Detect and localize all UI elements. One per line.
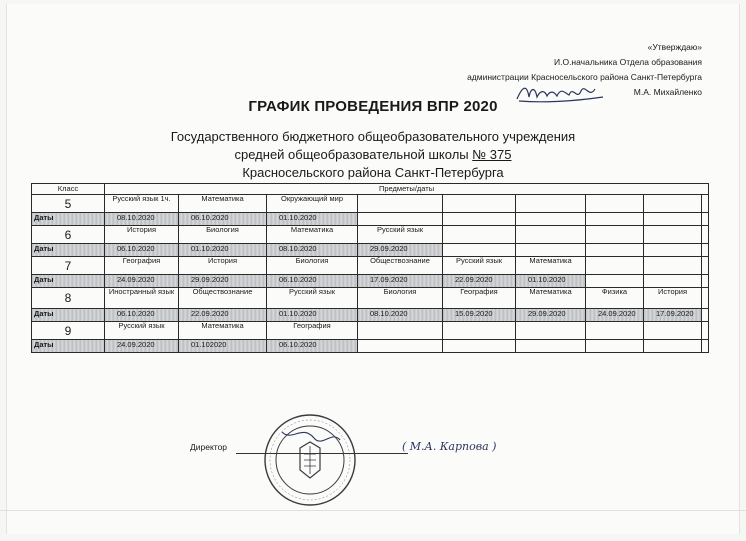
subject-cell bbox=[358, 195, 443, 213]
approval-name: М.А. Михайленко bbox=[633, 87, 702, 97]
subject-cell bbox=[516, 322, 586, 340]
subject-cell: Окружающий мир bbox=[267, 195, 358, 213]
date-row bbox=[32, 309, 709, 322]
class-row bbox=[32, 226, 709, 244]
subject-cell bbox=[443, 226, 516, 244]
class-number: 8 bbox=[32, 288, 105, 309]
subject-cell: Русский язык bbox=[358, 226, 443, 244]
subject-cell: География bbox=[267, 322, 358, 340]
school-line-2 bbox=[0, 146, 746, 165]
subject-cell: Обществознание bbox=[179, 288, 267, 309]
subject-cell: Математика bbox=[516, 257, 586, 275]
date-cell bbox=[358, 340, 443, 353]
date-cell bbox=[516, 213, 586, 226]
subject-cell: Русский язык bbox=[105, 322, 179, 340]
date-cell: 01.102020 bbox=[179, 340, 267, 353]
director-signature: ( М.А. Карпова ) bbox=[402, 440, 497, 453]
subject-cell bbox=[644, 322, 702, 340]
date-label: Даты bbox=[32, 244, 105, 257]
school-line-1: Государственного бюджетного общеобразовательного учреждения bbox=[170, 129, 576, 144]
date-row bbox=[32, 213, 709, 226]
subject-cell bbox=[702, 322, 709, 340]
date-cell bbox=[644, 213, 702, 226]
subject-cell bbox=[586, 257, 644, 275]
director-label: Директор bbox=[190, 442, 228, 452]
subject-cell bbox=[702, 226, 709, 244]
date-cell bbox=[443, 213, 516, 226]
date-cell: 06.10.2020 bbox=[267, 340, 358, 353]
subject-cell bbox=[644, 257, 702, 275]
date-cell bbox=[702, 340, 709, 353]
subject-cell bbox=[702, 257, 709, 275]
date-cell: 15.09.2020 bbox=[443, 309, 516, 322]
date-row bbox=[32, 340, 709, 353]
header-subjects: Предметы/даты bbox=[105, 184, 709, 195]
page-title: ГРАФИК ПРОВЕДЕНИЯ ВПР 2020 bbox=[248, 98, 498, 115]
subject-cell bbox=[644, 195, 702, 213]
date-cell bbox=[644, 275, 702, 288]
subject-cell bbox=[586, 195, 644, 213]
date-cell bbox=[702, 275, 709, 288]
date-label: Даты bbox=[32, 213, 105, 226]
date-cell: 01.10.2020 bbox=[267, 213, 358, 226]
subject-cell: Русский язык bbox=[443, 257, 516, 275]
date-cell: 17.09.2020 bbox=[358, 275, 443, 288]
school-seal bbox=[262, 412, 358, 508]
school-number: № 375 bbox=[472, 147, 512, 162]
date-cell bbox=[586, 244, 644, 257]
subject-cell bbox=[443, 322, 516, 340]
date-cell bbox=[644, 244, 702, 257]
class-row bbox=[32, 288, 709, 309]
subject-cell: Русский язык 1ч. bbox=[105, 195, 179, 213]
date-cell bbox=[443, 244, 516, 257]
date-cell: 01.10.2020 bbox=[267, 309, 358, 322]
date-cell: 29.09.2020 bbox=[516, 309, 586, 322]
date-cell: 06.10.2020 bbox=[179, 213, 267, 226]
subject-cell: Биология bbox=[267, 257, 358, 275]
subject-cell: История bbox=[179, 257, 267, 275]
date-cell: 29.09.2020 bbox=[179, 275, 267, 288]
subject-cell: История bbox=[105, 226, 179, 244]
date-label: Даты bbox=[32, 275, 105, 288]
subject-cell: Биология bbox=[358, 288, 443, 309]
date-label: Даты bbox=[32, 309, 105, 322]
date-cell: 06.10.2020 bbox=[105, 309, 179, 322]
subject-cell bbox=[586, 322, 644, 340]
school-line-3: Красносельского района Санкт-Петербурга bbox=[242, 165, 504, 180]
approval-organization: администрации Красносельского района Санкт-Петербурга bbox=[467, 72, 702, 82]
page-edge bbox=[0, 510, 746, 511]
date-cell: 22.09.2020 bbox=[443, 275, 516, 288]
approval-position: И.О.начальника Отдела образования bbox=[553, 57, 702, 67]
table-header bbox=[32, 184, 709, 195]
date-cell bbox=[644, 340, 702, 353]
subject-cell: Физика bbox=[586, 288, 644, 309]
class-row bbox=[32, 195, 709, 213]
date-cell bbox=[586, 275, 644, 288]
subject-cell bbox=[516, 226, 586, 244]
class-number: 9 bbox=[32, 322, 105, 340]
date-cell: 06.10.2020 bbox=[105, 244, 179, 257]
date-cell: 29.09.2020 bbox=[358, 244, 443, 257]
date-label: Даты bbox=[32, 340, 105, 353]
table-body bbox=[32, 195, 709, 353]
date-cell bbox=[702, 309, 709, 322]
subject-cell bbox=[702, 288, 709, 309]
date-cell bbox=[443, 340, 516, 353]
subject-cell: Биология bbox=[179, 226, 267, 244]
subject-cell: География bbox=[105, 257, 179, 275]
subject-cell: Математика bbox=[267, 226, 358, 244]
subject-cell bbox=[358, 322, 443, 340]
subject-cell bbox=[443, 195, 516, 213]
class-number: 7 bbox=[32, 257, 105, 275]
date-cell bbox=[586, 213, 644, 226]
subject-cell: Математика bbox=[516, 288, 586, 309]
date-cell bbox=[702, 244, 709, 257]
date-cell: 24.09.2020 bbox=[105, 275, 179, 288]
subject-cell: Математика bbox=[179, 322, 267, 340]
date-row bbox=[32, 275, 709, 288]
header-class: Класс bbox=[32, 184, 105, 195]
subject-cell bbox=[644, 226, 702, 244]
date-cell: 06.10.2020 bbox=[267, 275, 358, 288]
date-cell: 01.10.2020 bbox=[179, 244, 267, 257]
class-row bbox=[32, 257, 709, 275]
subject-cell bbox=[516, 195, 586, 213]
date-cell bbox=[358, 213, 443, 226]
subject-cell: Русский язык bbox=[267, 288, 358, 309]
class-number: 5 bbox=[32, 195, 105, 213]
date-row bbox=[32, 244, 709, 257]
date-cell: 08.10.2020 bbox=[105, 213, 179, 226]
date-cell: 17.09.2020 bbox=[644, 309, 702, 322]
date-cell: 22.09.2020 bbox=[179, 309, 267, 322]
class-row bbox=[32, 322, 709, 340]
approval-heading: «Утверждаю» bbox=[647, 42, 702, 52]
date-cell: 24.09.2020 bbox=[586, 309, 644, 322]
subject-cell: Математика bbox=[179, 195, 267, 213]
date-cell: 01.10.2020 bbox=[516, 275, 586, 288]
subject-cell: География bbox=[443, 288, 516, 309]
date-cell: 08.10.2020 bbox=[358, 309, 443, 322]
date-cell bbox=[516, 244, 586, 257]
school-line-2-text: средней общеобразовательной школы bbox=[234, 147, 473, 162]
date-cell bbox=[516, 340, 586, 353]
subject-cell: История bbox=[644, 288, 702, 309]
subject-cell: Обществознание bbox=[358, 257, 443, 275]
date-cell: 24.09.2020 bbox=[105, 340, 179, 353]
date-cell bbox=[586, 340, 644, 353]
subject-cell bbox=[586, 226, 644, 244]
date-cell bbox=[702, 213, 709, 226]
class-number: 6 bbox=[32, 226, 105, 244]
subject-cell: Иностранный язык bbox=[105, 288, 179, 309]
schedule-table bbox=[31, 183, 709, 353]
date-cell: 08.10.2020 bbox=[267, 244, 358, 257]
subject-cell bbox=[702, 195, 709, 213]
